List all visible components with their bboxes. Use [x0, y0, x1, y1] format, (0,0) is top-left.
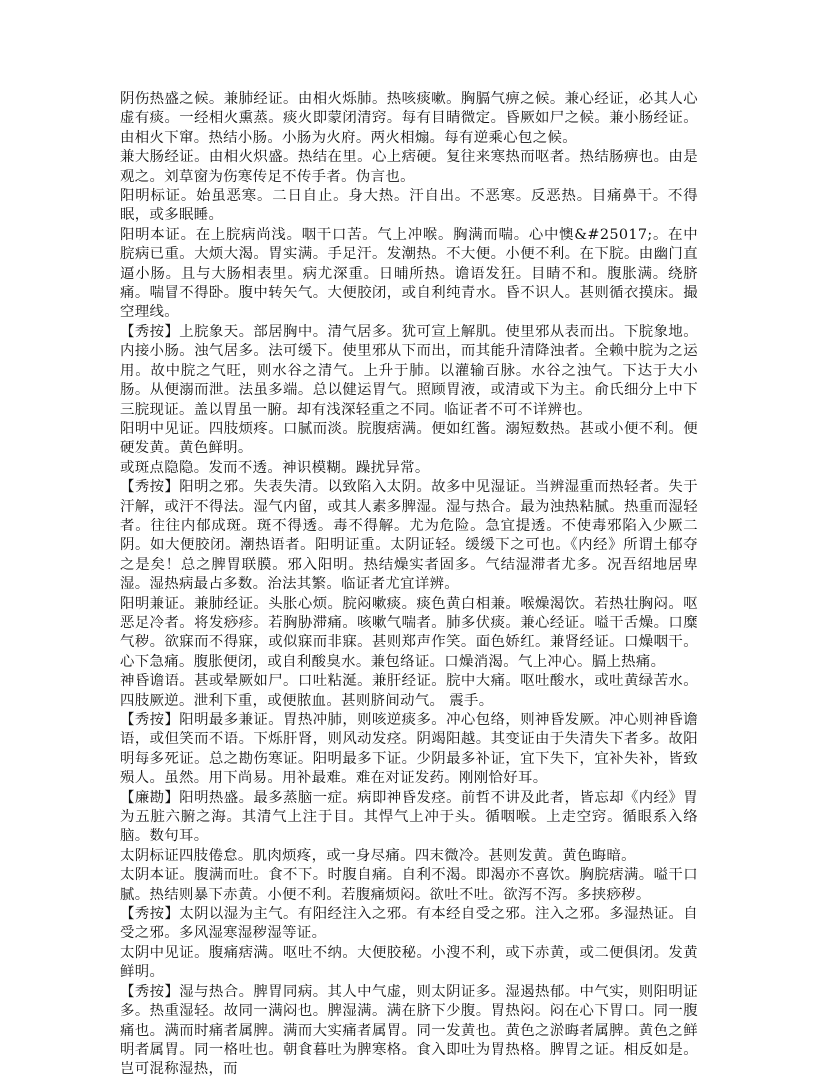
paragraph-2: 兼大肠经证。由相火炽盛。热结在里。心上痞硬。复往来寒热而呕者。热结肠痹也。由是观之。刘草窗为伤寒传足不传手者。伪言也。: [120, 149, 698, 185]
paragraph-11: 【秀按】阳明最多兼证。胃热冲肺，则咳逆痰多。冲心包络，则神昏发厥。冲心则神昏谵语，或但笑而不语。下烁肝肾，则风动发痉。阴竭阳越。其变证由于失清失下者多。故阳明每多死证。总之勘伤寒证。阳明最多下证。少阴最多补证，宜下失下，宜补失补，皆致殒人。虽然。用下尚易。用补最难。难在对证发药。刚刚恰好耳。: [120, 712, 698, 787]
document-body: [120, 90, 698, 1080]
paragraph-3: 阳明标证。始虽恶寒。二日自止。身大热。汗自出。不恶寒。反恶热。目痛鼻干。不得眠，或多眠睡。: [120, 188, 698, 224]
paragraph-13: 太阴标证四肢倦怠。肌肉烦疼，或一身尽痛。四末微冷。甚则发黄。黄色晦暗。: [120, 847, 636, 864]
paragraph-14: 太阴本证。腹满而吐。食不下。时腹自痛。自利不渴。即渴亦不喜饮。胸脘痞满。嗌干口腻。热结则暴下赤黄。小便不利。若腹痛烦闷。欲吐不吐。欲泻不泻。多挟痧秽。: [120, 867, 698, 903]
paragraph-10: 神昏谵语。甚或晕厥如尸。口吐粘涎。兼肝经证。脘中大痛。呕吐酸水，或吐黄绿苦水。四肢厥逆。泄利下重，或便脓血。甚则脐间动气。 震手。: [120, 673, 698, 709]
paragraph-16: 太阴中见证。腹痛痞满。呕吐不纳。大便胶秘。小溲不利，或下赤黄，或二便俱闭。发黄鲜明。: [120, 944, 698, 981]
paragraph-7: 或斑点隐隐。发而不透。神识模糊。躁扰异常。: [120, 459, 430, 476]
paragraph-17: 【秀按】湿与热合。脾胃同病。其人中气虚，则太阴证多。湿遏热郁。中气实，则阳明证多。热重湿轻。故同一满闷也。脾湿满。满在脐下少腹。胃热闷。闷在心下胃口。同一腹痛也。满而时痛者属脾。满而大实痛者属胃。同一发黄也。黄色之淤晦者属脾。黄色之鲜明者属胃。同一格吐也。朝食暮吐为脾寒格。食入即吐为胃热格。脾胃之证。相反如是。岂可混称湿热，而: [120, 983, 698, 1078]
paragraph-12: 【廉勘】阳明热盛。最多蒸脑一症。病即神昏发痉。前哲不讲及此者，皆忘却《内经》胃为五脏六腑之海。其清气上注于目。其悍气上冲于头。循咽喉。上走空窍。循眼系入络脑。数句耳。: [120, 789, 698, 845]
paragraph-1: 阴伤热盛之候。兼肺经证。由相火烁肺。热咳痰嗽。胸膈气痹之候。兼心经证，必其人心虚有痰。一经相火熏蒸。痰火即蒙闭清窍。每有目睛微定。昏厥如尸之候。兼小肠经证。由相火下窜。热结小肠。小肠为火府。两火相煽。每有逆乘心包之候。: [120, 91, 698, 146]
paragraph-9: 阳明兼证。兼肺经证。头胀心烦。脘闷嗽痰。痰色黄白相兼。喉燥渴饮。若热壮胸闷。呕恶足冷者。将发痧疹。若胸胁滞痛。咳嗽气喘者。肺多伏痰。兼心经证。嗌干舌燥。口糜气秽。欲寐而不得寐，或似寐而非寐。甚则郑声作笑。面色娇红。兼肾经证。口燥咽干。心下急痛。腹胀便闭，或自利酸臭水。兼包络证。口燥消渴。气上冲心。膈上热痛。: [120, 595, 698, 670]
paragraph-15: 【秀按】太阴以湿为主气。有阳经注入之邪。有本经自受之邪。注入之邪。多湿热证。自受之邪。多风湿寒湿秽湿等证。: [120, 906, 698, 942]
paragraph-4: 阳明本证。在上脘病尚浅。咽干口苦。气上冲喉。胸满而喘。心中懊&#25017;。在中脘病已重。大烦大渴。胃实满。手足汗。发潮热。不大便。小便不利。在下脘。由幽门直逼小肠。且与大肠相表里。病尤深重。日晡所热。谵语发狂。目睛不和。腹胀满。绕脐痛。喘冒不得卧。腹中转矢气。大便胶闭，或自利纯青水。昏不识人。甚则循衣摸床。撮空理线。: [120, 226, 698, 321]
paragraph-8: 【秀按】阳明之邪。失表失清。以致陷入太阴。故多中见湿证。当辨湿重而热轻者。失于汗解，或汗不得法。湿气内留，或其人素多脾湿。湿与热合。最为浊热粘腻。热重而湿轻者。往往内郁成斑。斑不得透。毒不得解。尤为危险。急宜提透。不使毒邪陷入少厥二阴。如大便胶闭。潮热语者。阳明证重。太阴证轻。缓缓下之可也。《内经》所谓土郁夺之是矣！总之脾胃联膜。邪入阳明。热结燥实者固多。气结湿滞者尤多。况吾绍地居卑湿。湿热病最占多数。治法其繁。临证者尤宜详辨。: [120, 479, 698, 593]
paragraph-5: 【秀按】上脘象天。部居胸中。清气居多。犹可宣上解肌。使里邪从表而出。下脘象地。内接小肠。浊气居多。法可缓下。使里邪从下而出，而其能升清降浊者。全赖中脘为之运用。故中脘之气旺，则水谷之清气。上升于肺。以灌输百脉。水谷之浊气。下达于大小肠。从便溺而泄。法虽多端。总以健运胃气。照顾胃液，或清或下为主。俞氏细分上中下三脘现证。盖以胃虽一腑。却有浅深轻重之不同。临证者不可不详辨也。: [120, 323, 698, 418]
paragraph-6: 阳明中见证。四肢烦疼。口腻而淡。脘腹痞满。便如红酱。溺短数热。甚或小便不利。便硬发黄。黄色鲜明。: [120, 420, 698, 457]
